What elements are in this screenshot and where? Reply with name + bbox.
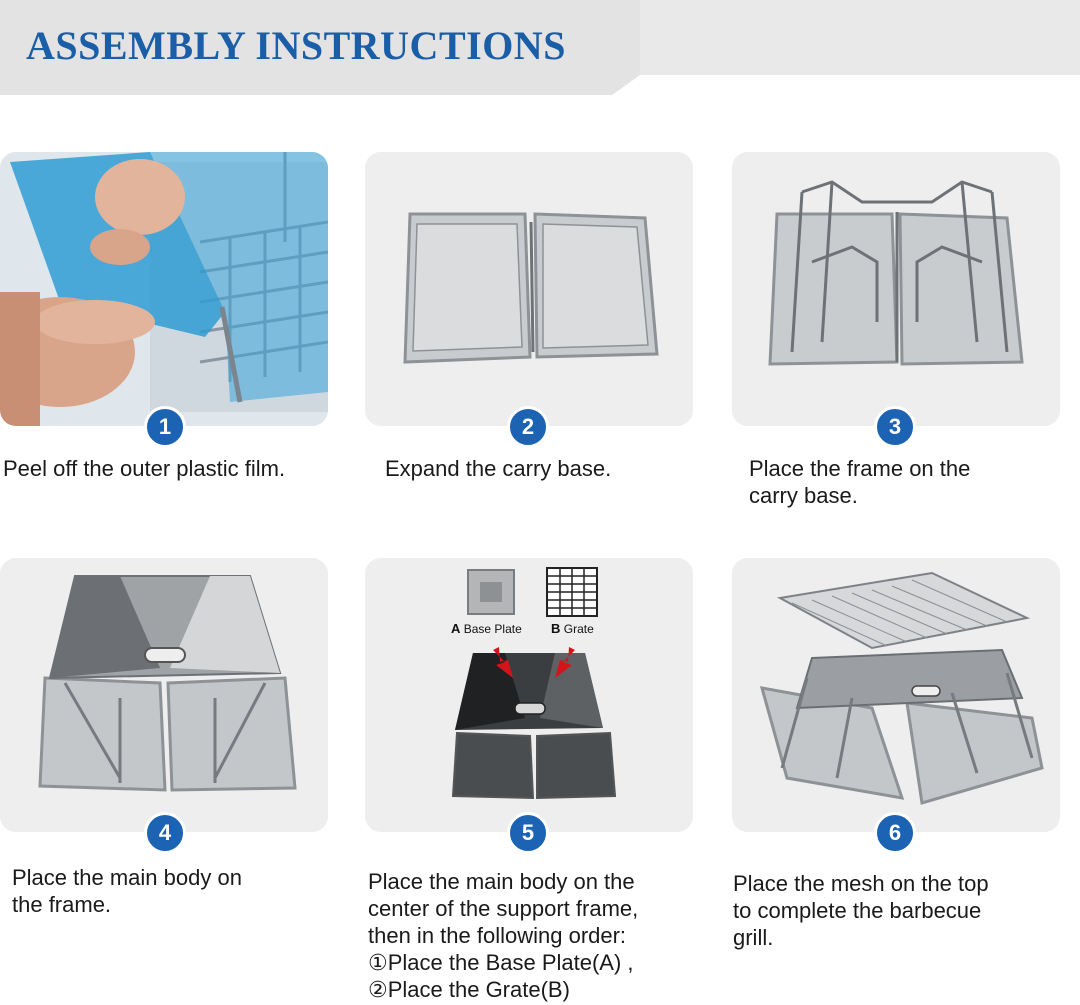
step-4-image — [0, 558, 328, 832]
step-1-line: Peel off the outer plastic film. — [3, 456, 286, 481]
step-2-badge: 2 — [507, 406, 549, 448]
step-6-line: grill. — [733, 925, 774, 950]
part-b-label — [551, 621, 594, 636]
step-5-image — [365, 558, 693, 832]
part-a-name: Base Plate — [463, 622, 522, 636]
step-1-image — [0, 152, 328, 426]
part-a-letter: A — [451, 621, 461, 636]
step-3-text — [749, 455, 970, 509]
step-5-line: center of the support frame, — [368, 896, 639, 921]
step-5-line: ②Place the Grate(B) — [368, 977, 570, 1002]
part-a-label — [451, 621, 522, 636]
step-5-text — [368, 868, 638, 1003]
step-1-badge: 1 — [144, 406, 186, 448]
step-4-text — [12, 864, 242, 918]
step-6-line: Place the mesh on the top — [733, 871, 989, 896]
step-5-line: Place the main body on the — [368, 869, 635, 894]
step-3-badge: 3 — [874, 406, 916, 448]
step-1-text — [3, 455, 285, 482]
step-2-line: Expand the carry base. — [385, 456, 612, 481]
step-5-badge: 5 — [507, 812, 549, 854]
part-b-letter: B — [551, 621, 561, 636]
step-3-line: carry base. — [749, 483, 858, 508]
page-title: ASSEMBLY INSTRUCTIONS — [26, 23, 566, 68]
step-4-badge: 4 — [144, 812, 186, 854]
step-6-badge: 6 — [874, 812, 916, 854]
step-4-line: the frame. — [12, 892, 112, 917]
step-3-image — [732, 152, 1060, 426]
step-5-line: then in the following order: — [368, 923, 627, 948]
step-6-line: to complete the barbecue — [733, 898, 982, 923]
step-4-line: Place the main body on — [12, 865, 242, 890]
step-2-text — [385, 455, 611, 482]
step-2-image — [365, 152, 693, 426]
step-6-text — [733, 870, 989, 951]
step-6-image — [732, 558, 1060, 832]
step-3-line: Place the frame on the — [749, 456, 971, 481]
step-5-line: ①Place the Base Plate(A) , — [368, 950, 634, 975]
part-b-name: Grate — [563, 622, 594, 636]
